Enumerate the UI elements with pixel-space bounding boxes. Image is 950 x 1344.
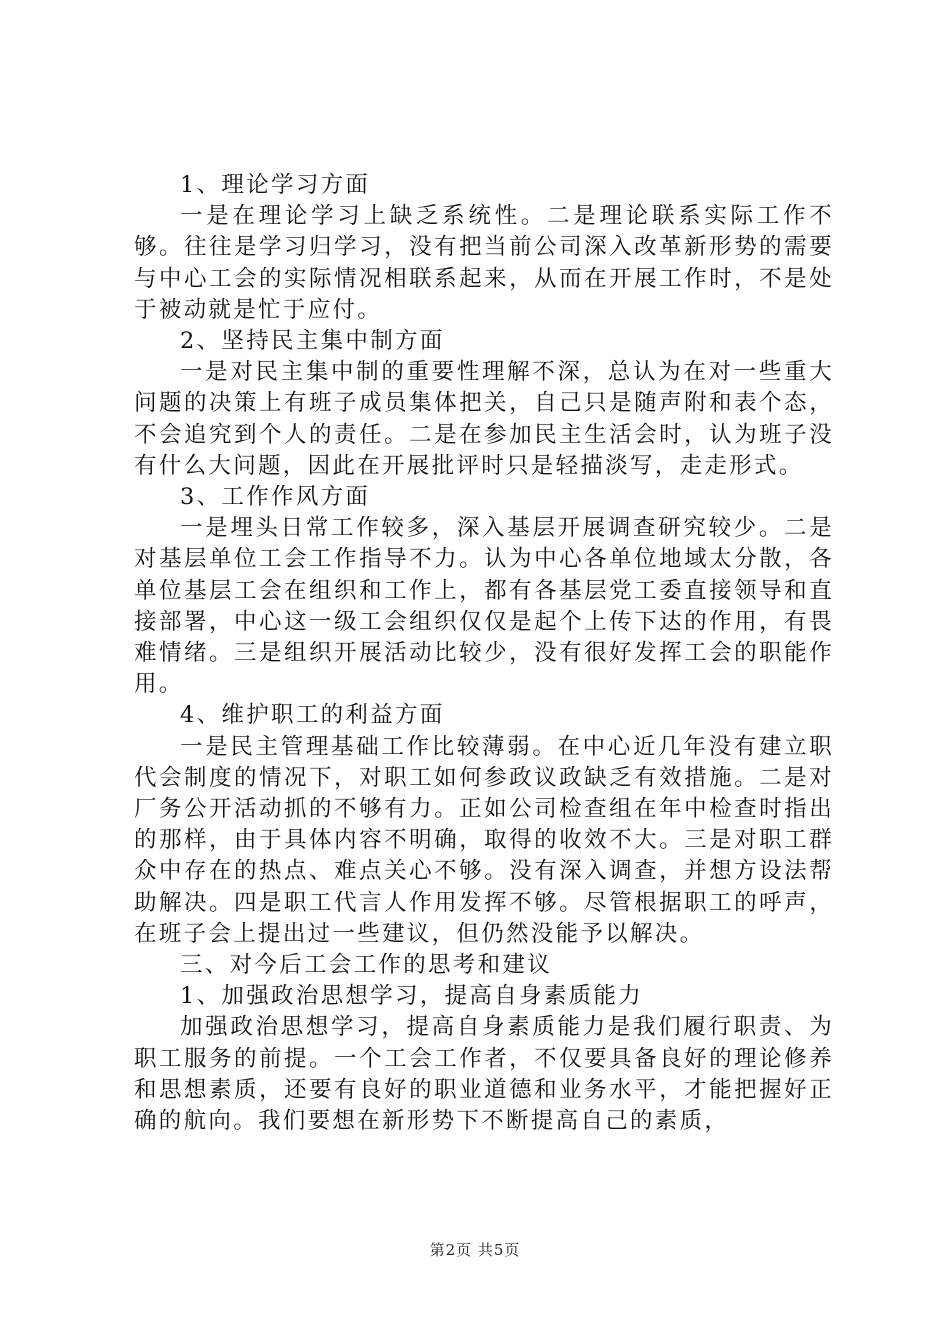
page-number: 第2页 共5页 [429,1241,521,1259]
section-heading-theory-study: 1、理论学习方面 [180,172,371,198]
section-heading-political-study: 1、加强政治思想学习，提高自身素质能力 [180,983,644,1010]
paragraph-political-study: 加强政治思想学习，提高自身素质能力是我们履行职责、为职工服务的前提。一个工会工作者，不仅要具备良好的理论修养和思想素质，还要有良好的职业道德和业务水平，才能把握好正确的航向。我们要想在新形势下不断提高自己的素质， [134,1014,834,1135]
section-heading-democratic-centralism: 2、坚持民主集中制方面 [180,328,445,355]
paragraph-theory-study: 一是在理论学习上缺乏系统性。二是理论联系实际工作不够。往往是学习归学习，没有把当前公司深入改革新形势的需要与中心工会的实际情况相联系起来，从而在开展工作时，不是处于被动就是忙于应付。 [134,203,834,323]
paragraph-work-style: 一是埋头日常工作较多，深入基层开展调查研究较少。二是对基层单位工会工作指导不力。认为中心各单位地域太分散，各单位基层工会在组织和工作上，都有各基层党工委直接领导和直接部署，中心这一级工会组织仅仅是起个上传下达的作用，有畏难情绪。三是组织开展活动比较少，没有很好发挥工会的职能作用。 [134,515,834,698]
paragraph-worker-interests: 一是民主管理基础工作比较薄弱。在中心近几年没有建立职代会制度的情况下，对职工如何参政议政缺乏有效措施。二是对厂务公开活动抓的不够有力。正如公司检查组在年中检查时指出的那样，由于具体内容不明确，取得的收效不大。三是对职工群众中存在的热点、难点关心不够。没有深入调查，并想方设法帮助解决。四是职工代言人作用发挥不够。尽管根据职工的呼声，在班子会上提出过一些建议，但仍然没能予以解决。 [134,733,834,947]
section-heading-worker-interests: 4、维护职工的利益方面 [180,702,445,729]
section-heading-work-style: 3、工作作风方面 [180,484,371,511]
document-body [134,170,834,1137]
chapter-heading-future-suggestions: 三、对今后工会工作的思考和建议 [180,952,553,979]
paragraph-democratic-centralism: 一是对民主集中制的重要性理解不深，总认为在对一些重大问题的决策上有班子成员集体把关，自己只是随声附和表个态，不会追究到个人的责任。二是在参加民主生活会时，认为班子没有什么大问题，因此在开展批评时只是轻描淡写，走走形式。 [134,359,834,479]
